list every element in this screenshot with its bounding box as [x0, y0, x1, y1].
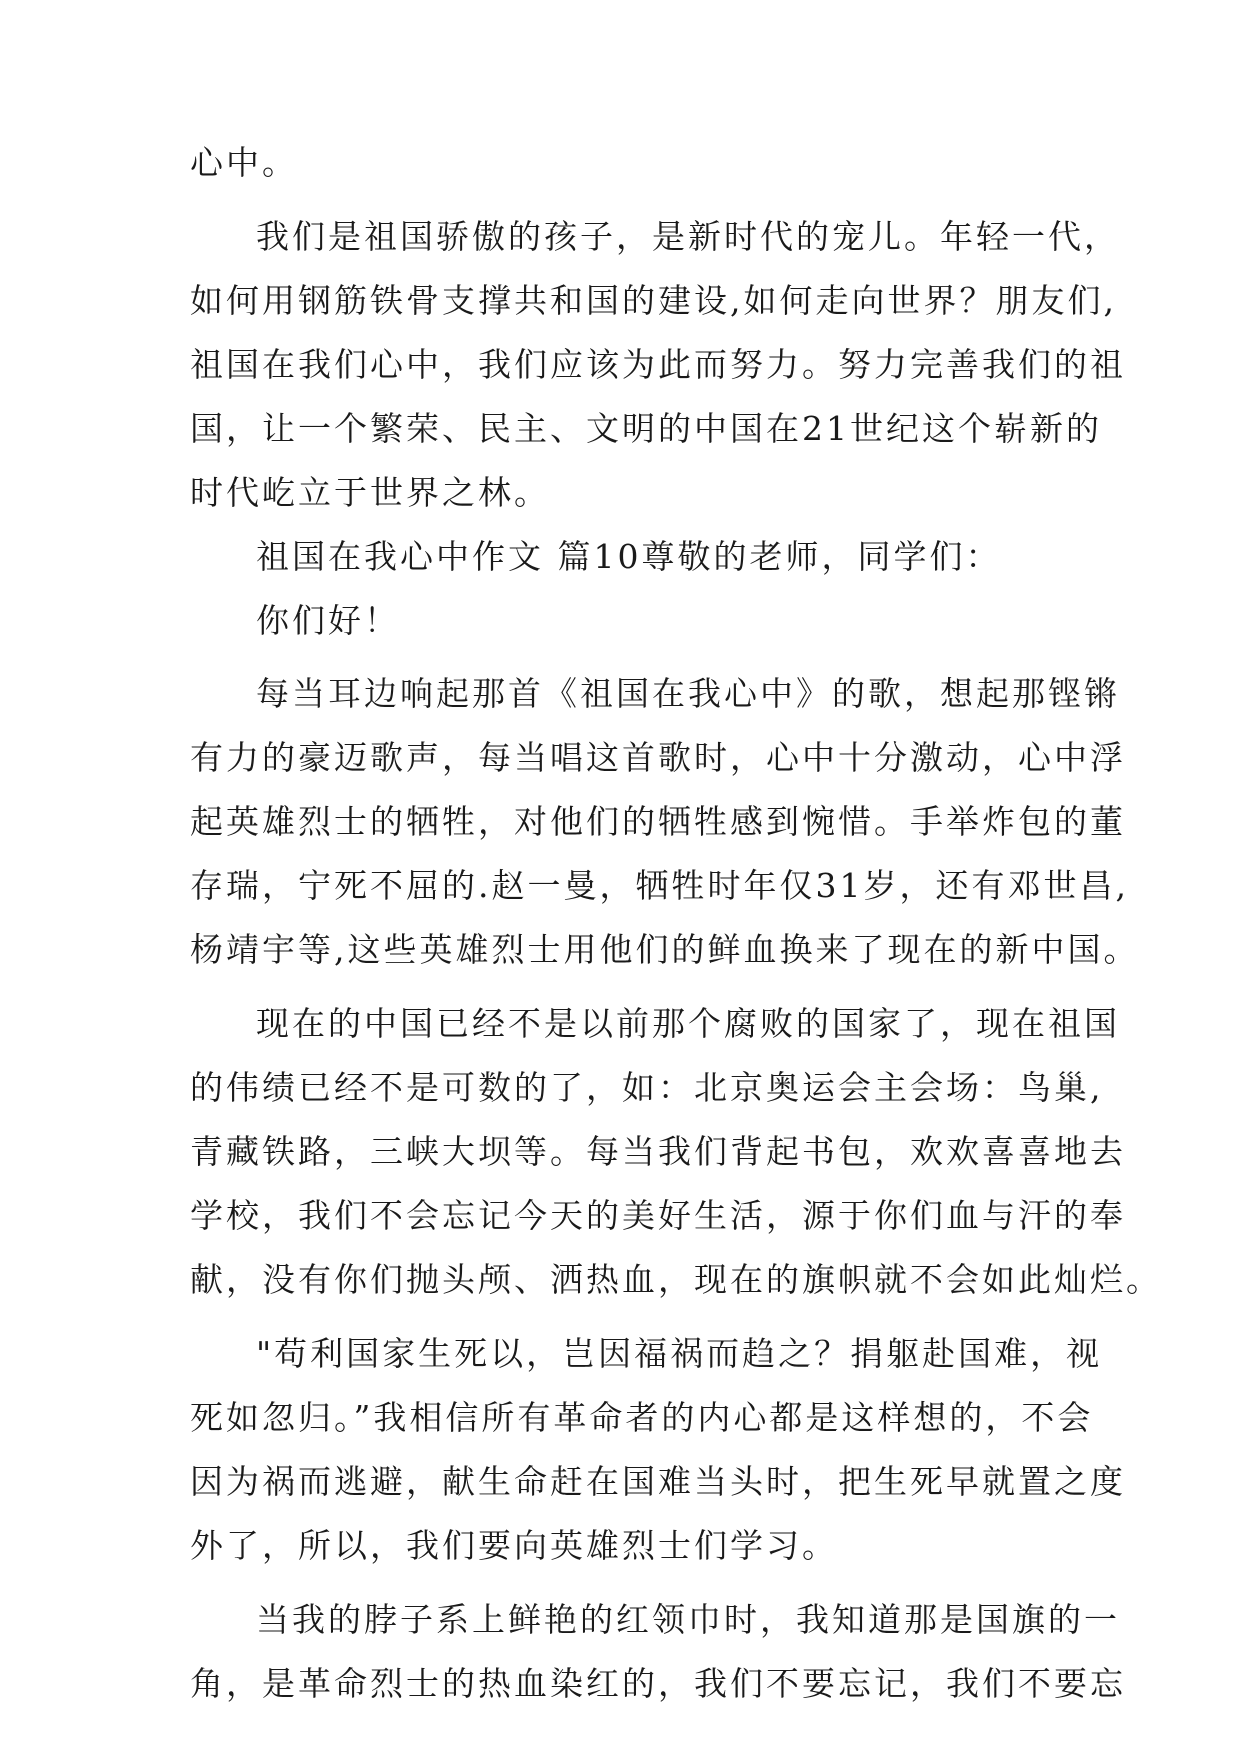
text-line: 国，让一个繁荣、民主、文明的中国在21世纪这个崭新的 [190, 409, 1102, 448]
text-line: 时代屹立于世界之林。 [190, 473, 550, 512]
paragraph-start-line: "苟利国家生死以，岂因福祸而趋之？捐躯赴国难，视 [256, 1334, 1103, 1373]
text-line: 青藏铁路，三峡大坝等。每当我们背起书包，欢欢喜喜地去 [190, 1132, 1126, 1171]
text-line: 的伟绩已经不是可数的了，如：北京奥运会主会场：鸟巢, [190, 1068, 1104, 1107]
text-line: 死如忽归。”我相信所有革命者的内心都是这样想的，不会 [190, 1398, 1094, 1437]
text-line: 角，是革命烈士的热血染红的，我们不要忘记，我们不要忘 [190, 1664, 1126, 1703]
text-line: 因为祸而逃避，献生命赶在国难当头时，把生死早就置之度 [190, 1462, 1126, 1501]
text-line: 学校，我们不会忘记今天的美好生活，源于你们血与汗的奉 [190, 1196, 1126, 1235]
text-line: 外了，所以，我们要向英雄烈士们学习。 [190, 1526, 838, 1565]
text-line: 存瑞，宁死不屈的.赵一曼，牺牲时年仅31岁，还有邓世昌, [190, 866, 1129, 905]
section-heading-line: 祖国在我心中作文 篇10尊敬的老师，同学们： [256, 537, 1002, 576]
paragraph-start-line: 现在的中国已经不是以前那个腐败的国家了，现在祖国 [256, 1004, 1120, 1043]
paragraph-start-line: 当我的脖子系上鲜艳的红领巾时，我知道那是国旗的一 [256, 1600, 1120, 1639]
text-line: 有力的豪迈歌声，每当唱这首歌时，心中十分激动，心中浮 [190, 738, 1126, 777]
text-line: 献，没有你们抛头颅、洒热血，现在的旗帜就不会如此灿烂。 [190, 1260, 1162, 1299]
text-line: 祖国在我们心中，我们应该为此而努力。努力完善我们的祖 [190, 345, 1126, 384]
text-line: 杨靖宇等,这些英雄烈士用他们的鲜血换来了现在的新中国。 [190, 930, 1140, 969]
text-line: 心中。 [190, 143, 298, 182]
greeting-line: 你们好！ [256, 601, 400, 640]
paragraph-start-line: 我们是祖国骄傲的孩子，是新时代的宠儿。年轻一代， [256, 217, 1120, 256]
paragraph-start-line: 每当耳边响起那首《祖国在我心中》的歌，想起那铿锵 [256, 674, 1120, 713]
text-line: 如何用钢筋铁骨支撑共和国的建设,如何走向世界？朋友们, [190, 281, 1117, 320]
text-line: 起英雄烈士的牺牲，对他们的牺牲感到惋惜。手举炸包的董 [190, 802, 1126, 841]
